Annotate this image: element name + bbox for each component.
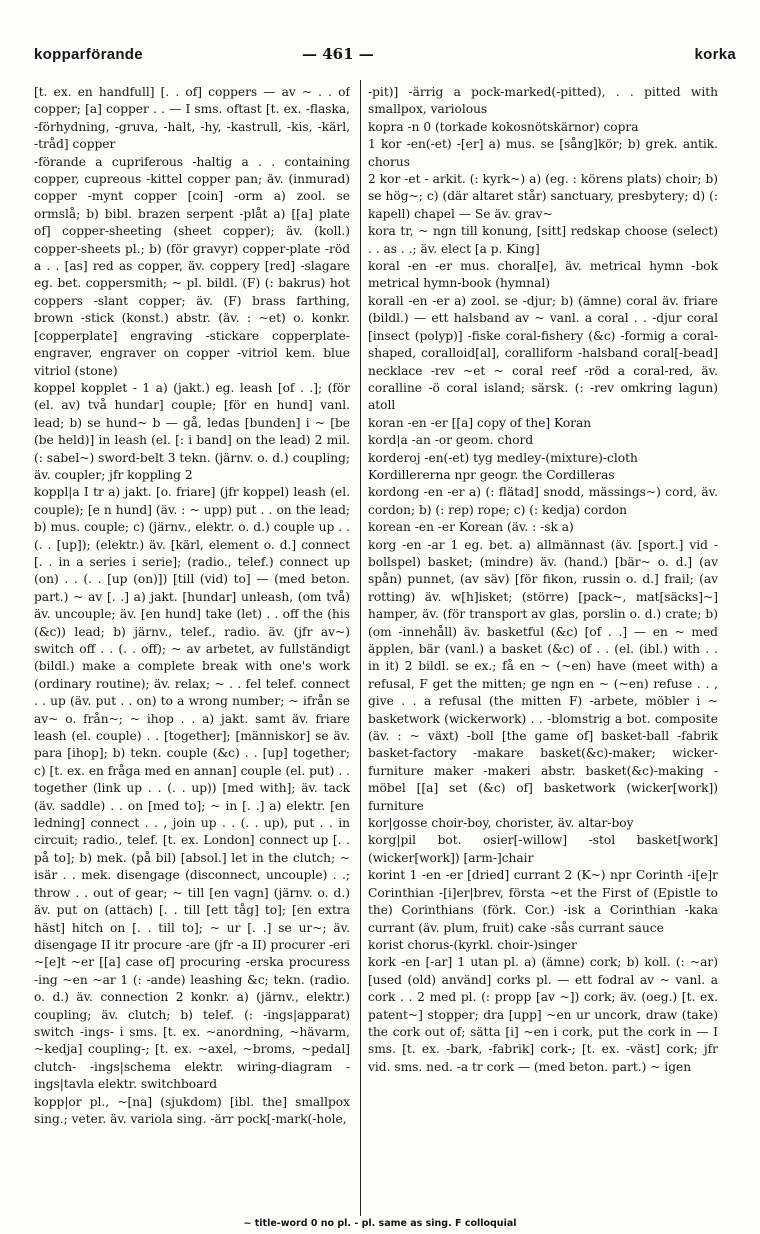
abbreviation-legend: ~ title-word 0 no pl. - pl. same as sing. F colloquial — [243, 1218, 517, 1229]
dictionary-entry: korint 1 -en -er [dried] currant 2 (K~) npr Corinth -i[e]r Corinthian -[i]er|brev, första ~et the First of (Epistle to the) Corinthians (förk. Cor.) -isk a Corinthian -kaka currant (äv. plum, fruit) cake -sås currant sauce — [368, 868, 718, 935]
dictionary-entry: korall -en -er a) zool. se -djur; b) (ämne) coral äv. friare (bildl.) — ett halsband av ~ vanl. a coral . . -djur coral [insect (polyp)] -fiske coral-fishery (&c) -formig a coral-shaped, coralloid[al], coralliform -halsband coral[-bead] necklace -rev ~et ~ coral reef -röd a coral-red, äv. coralline -ö coral island; särsk. (: -rev omkring lagun) atoll — [368, 293, 718, 413]
dictionary-entry: korean -en -er Korean (äv. : -sk a) — [368, 520, 574, 535]
guide-word-left: kopparförande — [34, 46, 143, 63]
dictionary-entry: korist chorus-(kyrkl. choir-)singer — [368, 937, 577, 952]
dictionary-entry: korg -en -ar 1 eg. bet. a) allmännast (äv. [sport.] vid -bollspel) basket; (mindre) äv. (hand.) [bär~ o. d.] (av spån) punnet, (av säv) [för fikon, russin o. d.] frail; (av rotting) äv. w[h]isket; (större) [pack~, mat[säcks]~] hamper, äv. (för transport av glas, porslin o. d.) crate; b) (om -innehåll) äv. basketful (&c) [of . .] — en ~ med äpplen, bär (vanl.) a basket (&c) of . . (el. (ibl.) with . . in it) 2 bildl. se ex.; få en ~ (~en) have (meet with) a refusal, F get the mitten; ge ngn en ~ (~en) refuse . . , give . . a refusal (the mitten F) -arbete, möbler i ~ basketwork (wickerwork) . . -blomstrig a bot. composite (äv. : ~ växt) -boll [the game of] basket-ball -fabrik basket-factory -makare basket(&c)-maker; wicker-furniture maker -makeri abstr. basket(&c)-making -möbel [[a] set (&c) of] basketwork (wicker[work]) furniture — [368, 537, 718, 813]
left-column — [34, 84, 350, 1212]
dictionary-entry: Kordillererna npr geogr. the Cordilleras — [368, 467, 615, 482]
dictionary-entry: kord|a -an -or geom. chord — [368, 433, 534, 448]
page-header — [34, 46, 736, 70]
right-column — [368, 84, 718, 1212]
dictionary-entry: koral -en -er mus. choral[e], äv. metrical hymn -bok metrical hymn-book (hymnal) — [368, 259, 718, 291]
page-number: — 461 — — [302, 45, 374, 63]
dictionary-entry: kopra -n 0 (torkade kokosnötskärnor) copra — [368, 119, 639, 134]
dictionary-entry: 1 kor -en(-et) -[er] a) mus. se [sång]kör; b) grek. antik. chorus — [368, 137, 718, 169]
dictionary-entry: -pit)] -ärrig a pock-marked(-pitted), . . pitted with smallpox, variolous — [368, 85, 718, 117]
dictionary-entry: korderoj -en(-et) tyg medley-(mixture)-cloth — [368, 450, 638, 465]
dictionary-entry: koran -en -er [[a] copy of the] Koran — [368, 415, 592, 430]
column-divider-top — [360, 80, 361, 88]
dictionary-entry: 2 kor -et - arkit. (: kyrk~) a) (eg. : körens plats) choir; b) se hög~; c) (där altaret står) sanctuary, presbytery; d) (: kapell) chapel — Se äv. grav~ — [368, 172, 718, 221]
dictionary-entry: koppel kopplet - 1 a) (jakt.) eg. leash [of . .]; (för (el. av) två hundar] couple; [för en hund] vanl. lead; b) se hund~ b — gå, ledas [bunden] i ~ [be (be held)] in leash (el. [: i band] on the lead) 2 mil. (: sabel~) sword-belt 3 tekn. (järnv. o. d.) coupling; äv. coupler; jfr koppling 2 — [34, 380, 350, 482]
dictionary-entry: korg|pil bot. osier[-willow] -stol basket[work] (wicker[work]) [arm-]chair — [368, 833, 718, 865]
dictionary-entry: [t. ex. en handfull] [. . of] coppers — av ~ . . of copper; [a] copper . . — I sms. oftast [t. ex. -flaska, -förhydning, -gruva, -halt, -hy, -kastrull, -kis, -kärl, -tråd] copper — [34, 85, 350, 152]
guide-word-right: korka — [694, 46, 736, 63]
column-divider — [360, 88, 361, 1216]
dictionary-entry: kora tr, ~ ngn till konung, [sitt] redskap choose (select) . . as . .; äv. elect [a p. King] — [368, 224, 718, 256]
dictionary-entry: koppl|a I tr a) jakt. [o. friare] (jfr koppel) leash (el. couple); [e n hund] (äv. : ~ upp) put . . on the lead; b) mus. couple; c) (järnv., elektr. o. d.) couple up . . (. . [up]); (elektr.) äv. [kärl, element o. d.] connect [. . in a series i serie]; (radio., telef.) connect up (on) . . (. . [up (on)]) [till (vid) to] — (med beton. part.) ~ av [. .] a) jakt. [hundar] unleash, (om två) äv. uncouple; äv. [en hund] take (let) . . off the (his (&c)) lead; b) järnv., telef., radio. äv. (jfr av~) switch off . . (. . off); ~ av arbetet, av fullständigt (bildl.) make a complete break with one's work (ordinary routine); äv. relax; ~ . . fel telef. connect . . up (äv. put . . on) to a wrong number; ~ ifrån se av~ o. från~; ~ ihop . . a) jakt. samt äv. friare leash (el. couple) . . [together]; [människor] se äv. para [ihop]; b) tekn. couple (&c) . . [up] together; c) [t. ex. en fråga med en annan] couple (el. put) . . together (link up . . (. . up)) [med with]; äv. tack (äv. saddle) . . on [med to]; ~ in [. .] a) elektr. [en ledning] connect . . , join up . . (. . up), put . . in circuit; radio., telef. [t. ex. London] connect up [. . på to]; b) mek. (på bil) [absol.] let in the clutch; ~ isär . . mek. disengage (disconnect, uncouple) . .; throw . . out of gear; ~ till [en vagn] (järnv. o. d.) äv. put on (attach) [. . till [ett tåg] to]; [en extra häst] hitch on [. . till to]; ~ ur [. .] se ur~; äv. disengage II itr procure -are (jfr -a II) procurer -eri ~[e]t ~er [[a] case of] procuring -erska procuress -ing ~en ~ar 1 (: -ande) leashing &c; tekn. (radio. o. d.) äv. connection 2 konkr. a) (järnv., elektr.) coupling; äv. clutch; b) telef. (: -ings|apparat) switch -ings- i sms. [t. ex. ~anordning, ~hävarm, ~kedja] coupling-; [t. ex. ~axel, ~broms, ~pedal] clutch- -ings|schema elektr. wiring-diagram -ings|tavla elektr. switchboard — [34, 485, 350, 1092]
dictionary-entry: kor|gosse choir-boy, chorister, äv. altar-boy — [368, 816, 634, 831]
dictionary-entry: kork -en [-ar] 1 utan pl. a) (ämne) cork; b) koll. (: ~ar) [used (old) använd] corks pl. — ett fodral av ~ vanl. a cork . . 2 med pl. (: propp [av ~]) cork; äv. (oeg.) [t. ex. patent~] stopper; dra [upp] ~en ur uncork, draw (take) the cork out of; sätta [i] ~en i cork, put the cork in — I sms. [t. ex. -bark, -fabrik] cork-; [t. ex. -väst] cork; jfr vid. sms. ned. -a tr cork — (med beton. part.) ~ igen — [368, 955, 718, 1074]
dictionary-entry: -förande a cupriferous -haltig a . . containing copper, cupreous -kittel copper pan; äv. (inmurad) copper -mynt copper [coin] -orm a) zool. se ormslå; b) bibl. brazen serpent -plåt a) [[a] plate of] copper-sheeting (sheet copper); äv. (koll.) copper-sheets pl.; b) (för gravyr) copper-plate -röd a . . [as] red as copper, äv. coppery [red] -slagare eg. bet. coppersmith; ~ pl. bildl. (F) (: bakrus) hot coppers -slant copper; äv. (F) brass farthing, brown -stick (konst.) abstr. (äv. : ~et) o. konkr. [copperplate] engraving -stickare copperplate-engraver, engraver on copper -vitriol kem. blue vitriol (stone) — [34, 154, 350, 378]
dictionary-entry: kopp|or pl., ~[na] (sjukdom) [ibl. the] smallpox sing.; veter. äv. variola sing. -ärr pock[-mark(-hole, — [34, 1094, 350, 1126]
dictionary-entry: kordong -en -er a) (: flätad] snodd, mässings~) cord, äv. cordon; b) (: rep) rope; c) (: kedja) cordon — [368, 485, 718, 517]
